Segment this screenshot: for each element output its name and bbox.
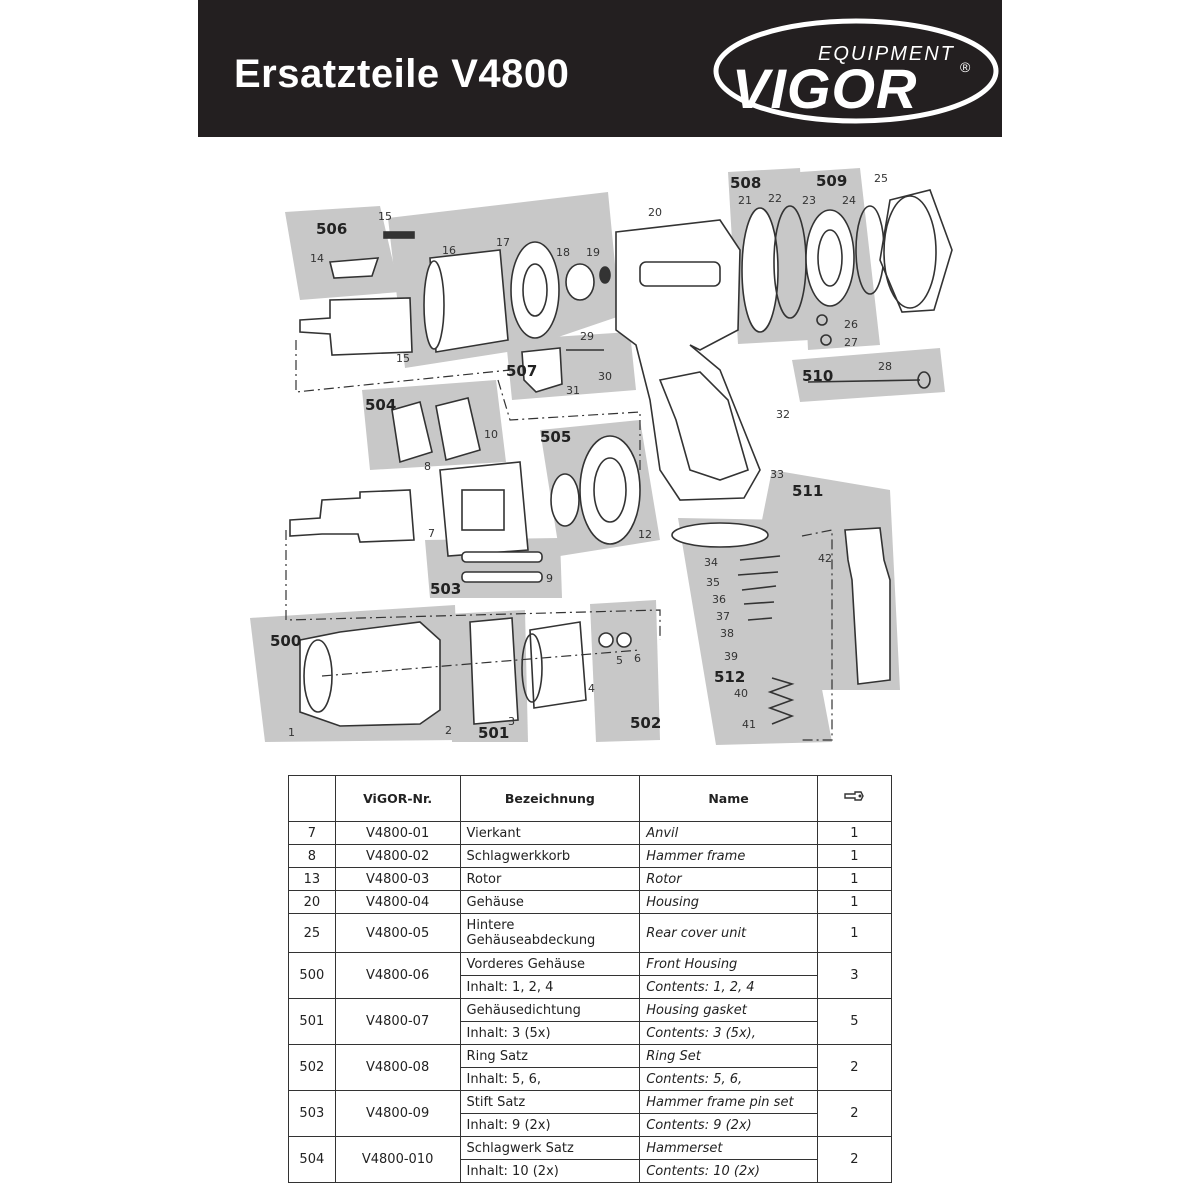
callout-15a: 15 bbox=[378, 210, 392, 223]
callout-34: 34 bbox=[704, 556, 718, 569]
callout-24: 24 bbox=[842, 194, 856, 207]
callout-33: 33 bbox=[770, 468, 784, 481]
part-5 bbox=[599, 633, 613, 647]
part-15-pin bbox=[384, 232, 414, 238]
callout-16: 16 bbox=[442, 244, 456, 257]
part-13-rotor bbox=[300, 298, 412, 355]
callout-2: 2 bbox=[445, 724, 452, 737]
table-row bbox=[289, 1137, 892, 1160]
cell-vigor-nr: V4800-02 bbox=[335, 845, 460, 868]
cell-vigor-nr: V4800-05 bbox=[335, 914, 460, 953]
group-label-506: 506 bbox=[316, 220, 348, 238]
page-title: Ersatzteile V4800 bbox=[234, 52, 570, 96]
cell-no: 503 bbox=[289, 1091, 336, 1137]
callout-32: 32 bbox=[776, 408, 790, 421]
cell-inhalt: Inhalt: 3 (5x) bbox=[460, 1022, 640, 1045]
cell-no: 502 bbox=[289, 1045, 336, 1091]
cell-vigor-nr: V4800-08 bbox=[335, 1045, 460, 1091]
callout-26: 26 bbox=[844, 318, 858, 331]
callout-5: 5 bbox=[616, 654, 623, 667]
callout-10: 10 bbox=[484, 428, 498, 441]
callout-35: 35 bbox=[706, 576, 720, 589]
group-label-510: 510 bbox=[802, 367, 834, 385]
part-6 bbox=[617, 633, 631, 647]
cell-vigor-nr: V4800-06 bbox=[335, 953, 460, 999]
table-row bbox=[289, 914, 892, 953]
cell-no: 504 bbox=[289, 1137, 336, 1183]
cell-bezeichnung: Stift Satz bbox=[460, 1091, 640, 1114]
cell-qty: 1 bbox=[817, 845, 891, 868]
group-label-512: 512 bbox=[714, 668, 746, 686]
cell-qty: 1 bbox=[817, 822, 891, 845]
cell-vigor-nr: V4800-010 bbox=[335, 1137, 460, 1183]
callout-40: 40 bbox=[734, 687, 748, 700]
table-row bbox=[289, 953, 892, 976]
cell-name: Rear cover unit bbox=[640, 914, 818, 953]
callout-6: 6 bbox=[634, 652, 641, 665]
cell-qty: 2 bbox=[817, 1091, 891, 1137]
part-25 bbox=[880, 190, 952, 312]
cell-bezeichnung: Vorderes Gehäuse bbox=[460, 953, 640, 976]
cell-name: Front Housing bbox=[640, 953, 818, 976]
cell-inhalt: Inhalt: 9 (2x) bbox=[460, 1114, 640, 1137]
callout-42: 42 bbox=[818, 552, 832, 565]
group-label-507: 507 bbox=[506, 362, 538, 380]
cell-contents: Contents: 3 (5x), bbox=[640, 1022, 818, 1045]
cell-no: 501 bbox=[289, 999, 336, 1045]
cell-qty: 3 bbox=[817, 953, 891, 999]
callout-25: 25 bbox=[874, 172, 888, 185]
cell-contents: Contents: 10 (2x) bbox=[640, 1160, 818, 1183]
group-504-bg bbox=[362, 380, 506, 470]
cell-vigor-nr: V4800-01 bbox=[335, 822, 460, 845]
group-label-511: 511 bbox=[792, 482, 824, 500]
group-label-505: 505 bbox=[540, 428, 572, 446]
svg-text:®: ® bbox=[960, 59, 971, 75]
part-3-gasket bbox=[470, 618, 518, 724]
part-34 bbox=[672, 523, 768, 547]
group-label-500: 500 bbox=[270, 632, 302, 650]
cell-qty: 1 bbox=[817, 891, 891, 914]
callout-30: 30 bbox=[598, 370, 612, 383]
svg-text:EQUIPMENT: EQUIPMENT bbox=[818, 43, 955, 65]
cell-no: 25 bbox=[289, 914, 336, 953]
callout-9: 9 bbox=[546, 572, 553, 585]
group-label-509: 509 bbox=[816, 172, 848, 190]
callout-29: 29 bbox=[580, 330, 594, 343]
header-name: Name bbox=[640, 776, 818, 822]
header-no bbox=[289, 776, 336, 822]
table-row bbox=[289, 891, 892, 914]
table-row bbox=[289, 845, 892, 868]
callout-12: 12 bbox=[638, 528, 652, 541]
part-17 bbox=[511, 242, 559, 338]
callout-38: 38 bbox=[720, 627, 734, 640]
group-label-504: 504 bbox=[365, 396, 397, 414]
cell-vigor-nr: V4800-04 bbox=[335, 891, 460, 914]
cell-bezeichnung: Gehäuse bbox=[460, 891, 640, 914]
callout-37: 37 bbox=[716, 610, 730, 623]
part-19 bbox=[600, 267, 610, 283]
callout-19: 19 bbox=[586, 246, 600, 259]
callout-36: 36 bbox=[712, 593, 726, 606]
callout-28: 28 bbox=[878, 360, 892, 373]
part-21 bbox=[742, 208, 778, 332]
table-row bbox=[289, 999, 892, 1022]
table-row bbox=[289, 1091, 892, 1114]
cell-bezeichnung: Hintere Gehäuseabdeckung bbox=[460, 914, 640, 953]
table-row bbox=[289, 868, 892, 891]
header-quantity bbox=[817, 776, 891, 822]
svg-text:VIGOR: VIGOR bbox=[732, 57, 918, 120]
callout-8: 8 bbox=[424, 460, 431, 473]
part-7-anvil bbox=[290, 490, 414, 542]
cell-bezeichnung: Schlagwerkkorb bbox=[460, 845, 640, 868]
cell-name: Housing gasket bbox=[640, 999, 818, 1022]
cell-no: 500 bbox=[289, 953, 336, 999]
table-header-row bbox=[289, 776, 892, 822]
callout-27: 27 bbox=[844, 336, 858, 349]
cell-no: 20 bbox=[289, 891, 336, 914]
cell-bezeichnung: Schlagwerk Satz bbox=[460, 1137, 640, 1160]
callout-21: 21 bbox=[738, 194, 752, 207]
part-12 bbox=[580, 436, 640, 544]
cell-qty: 2 bbox=[817, 1137, 891, 1183]
group-label-502: 502 bbox=[630, 714, 662, 732]
callout-23: 23 bbox=[802, 194, 816, 207]
part-14 bbox=[330, 258, 378, 278]
cell-vigor-nr: V4800-03 bbox=[335, 868, 460, 891]
callout-7: 7 bbox=[428, 527, 435, 540]
cell-vigor-nr: V4800-07 bbox=[335, 999, 460, 1045]
cell-qty: 1 bbox=[817, 914, 891, 953]
callout-1: 1 bbox=[288, 726, 295, 739]
cell-name: Housing bbox=[640, 891, 818, 914]
callout-31: 31 bbox=[566, 384, 580, 397]
cell-inhalt: Inhalt: 1, 2, 4 bbox=[460, 976, 640, 999]
cell-inhalt: Inhalt: 10 (2x) bbox=[460, 1160, 640, 1183]
cell-name: Hammerset bbox=[640, 1137, 818, 1160]
callout-18: 18 bbox=[556, 246, 570, 259]
part-8-frame bbox=[440, 462, 528, 556]
header-bezeichnung: Bezeichnung bbox=[460, 776, 640, 822]
callout-3: 3 bbox=[508, 715, 515, 728]
cell-name: Rotor bbox=[640, 868, 818, 891]
part-18 bbox=[566, 264, 594, 300]
callout-4: 4 bbox=[588, 682, 595, 695]
cell-contents: Contents: 1, 2, 4 bbox=[640, 976, 818, 999]
header-vigor-nr: ViGOR-Nr. bbox=[335, 776, 460, 822]
part-9 bbox=[462, 552, 542, 562]
cell-qty: 2 bbox=[817, 1045, 891, 1091]
group-label-503: 503 bbox=[430, 580, 462, 598]
cell-qty: 1 bbox=[817, 868, 891, 891]
cell-bezeichnung: Ring Satz bbox=[460, 1045, 640, 1068]
cell-no: 7 bbox=[289, 822, 336, 845]
cell-qty: 5 bbox=[817, 999, 891, 1045]
cell-name: Hammer frame bbox=[640, 845, 818, 868]
cell-inhalt: Inhalt: 5, 6, bbox=[460, 1068, 640, 1091]
cell-vigor-nr: V4800-09 bbox=[335, 1091, 460, 1137]
cell-contents: Contents: 5, 6, bbox=[640, 1068, 818, 1091]
callout-22: 22 bbox=[768, 192, 782, 205]
cell-name: Hammer frame pin set bbox=[640, 1091, 818, 1114]
table-row bbox=[289, 1045, 892, 1068]
cell-contents: Contents: 9 (2x) bbox=[640, 1114, 818, 1137]
parts-table bbox=[288, 775, 892, 1183]
table-row bbox=[289, 822, 892, 845]
cell-name: Ring Set bbox=[640, 1045, 818, 1068]
cell-bezeichnung: Vierkant bbox=[460, 822, 640, 845]
callout-41: 41 bbox=[742, 718, 756, 731]
wrench-icon bbox=[843, 790, 865, 804]
cell-no: 8 bbox=[289, 845, 336, 868]
callout-20: 20 bbox=[648, 206, 662, 219]
cell-no: 13 bbox=[289, 868, 336, 891]
callout-17: 17 bbox=[496, 236, 510, 249]
part-23 bbox=[806, 210, 854, 306]
callout-39: 39 bbox=[724, 650, 738, 663]
callout-15b: 15 bbox=[396, 352, 410, 365]
group-label-501: 501 bbox=[478, 724, 510, 742]
cell-bezeichnung: Rotor bbox=[460, 868, 640, 891]
callout-14: 14 bbox=[310, 252, 324, 265]
cell-name: Anvil bbox=[640, 822, 818, 845]
cell-bezeichnung: Gehäusedichtung bbox=[460, 999, 640, 1022]
group-label-508: 508 bbox=[730, 174, 762, 192]
